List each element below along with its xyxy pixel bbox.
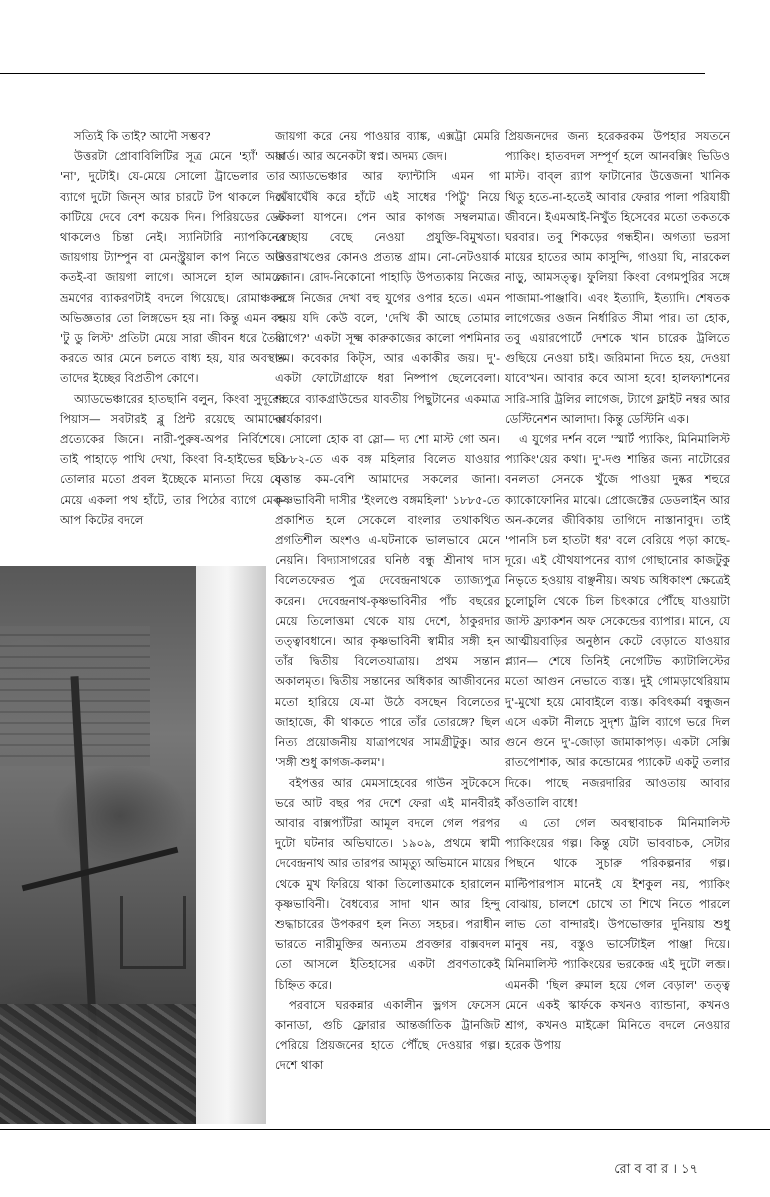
photo-debris [0, 1004, 196, 1124]
paragraph: বইপত্তর আর মেমসাহেবের গাউন সুটকেসে ভরে আট বছর পর দেশে ফেরা এই মানবীরই আবার বাক্সপ্যাঁটরা আমূল বদলে গেল পরপর দুটো ঘটনার অভিঘাতে। ১৯০৯, প্রথমে স্বামী দেবেন্দ্রনাথ আর তারপর আমৃত্যু অভিমানে মায়ের থেকে মুখ ফিরিয়ে থাকা তিলোত্তমাকে হারালেন কৃষ্ণভাবিনী। বৈধব্যের সাদা থান আর হিন্দু শুদ্ধাচারের উপকরণ হল নিত্য সহচর। পরাধীন ভারতে নারীমুক্তির অন্যতম প্রবক্তার বাক্সবদল তো আসলে ইতিহাসের একটা প্রবণতাকেই চিহ্নিত করে। [275, 775, 500, 992]
paragraph: সোলো হোক বা স্লো— দ্য শো মাস্ট গো অন। ১৮৮২-তে এক বঙ্গ মহিলার বিলেত যাওয়ার বৃত্তান্ত কম-বেশি আমাদের সকলের জানা। কৃষ্ণভাবিনী দাসীর 'ইংলণ্ডে বঙ্গমহিলা' ১৮৮৫-তে প্রকাশিত হলে সেকেলে বাংলার তথাকথিত প্রগতিশীল অংশও এ-ঘটনাকে ভালভাবে মেনে নেয়নি। বিদ্যাসাগরের ঘনিষ্ঠ বন্ধু শ্রীনাথ দাস বিলেতফেরত পুত্র দেবেন্দ্রনাথকে ত্যাজ্যপুত্র করেন। দেবেন্দ্রনাথ-কৃষ্ণভাবিনীর পাঁচ বছরের মেয়ে তিলোত্তমা থেকে যায় দেশে, ঠাকুরদার তত্ত্বাবধানে। আর কৃষ্ণভাবিনী স্বামীর সঙ্গী হন তাঁর দ্বিতীয় বিলেতযাত্রায়। প্রথম সন্তান অকালমৃত। দ্বিতীয় সন্তানের অধিকার আজীবনের মতো হারিয়ে যে-মা উঠে বসছেন বিলেতের জাহাজে, কী থাকতে পারে তাঁর তোরঙ্গে? ছিল নিত্য প্রয়োজনীয় যাত্রাপথের সামগ্রীটুকু। আর 'সঙ্গী শুধু কাগজ-কলম'। [275, 432, 500, 770]
paragraph: উত্তরটা প্রোবাবিলিটির সূত্র মেনে 'হ্যাঁ' আর 'না', দুটোই। যে-মেয়ে সোলো ট্রাভেলার তার ব্যাগে দুটো জিন্‌স আর চারটে টপ থাকলে দিব্য কাটিয়ে দেবে বেশ কয়েক দিন। পিরিয়ডের ডেট থাকলেও চিন্তা নেই। স্যানিটারি ন্যাপকিনের জায়গায় ট্যাম্পুন বা মেনস্ট্রুয়াল কাপ নিতে আর কতই-বা জায়গা লাগে। আসলে হাল আমলে ভ্রমণের ব্যাকরণটাই বদলে গিয়েছে। রোমাঞ্চকর অভিজ্ঞতার তো লিঙ্গভেদ হয় না। কিন্তু এমন বহু 'টু ডু লিস্ট' প্রতিটা মেয়ে সারা জীবন ধরে তৈরি করতে আর মেনে চলতে বাধ্য হয়, যার অবস্থান তাদের ইচ্ছের বিপ্রতীপ কোণে। [60, 149, 285, 386]
photo-beam [22, 847, 179, 892]
paragraph: পরবাসে ঘরকন্নার একালীন ভ্লগস ফেসেস কানাডা, গুচি ফ্লোরার আন্তর্জাতিক ট্রানজিট পেরিয়ে প্রিয়জনের হাতে পৌঁছে দেওয়ার গল্প। দেশে থাকা [275, 997, 500, 1073]
paragraph: সত্যিই কি তাই? আদৌ সম্ভব? [74, 129, 211, 143]
paragraph: এ তো গেল অবস্থাবাচক মিনিমালিস্ট প্যাকিংয়ের গল্প। কিন্তু যেটা ভাববাচক, সেটার পিছনে থাকে সুচারু পরিকল্পনার গল্প। মাল্টিপারপাস মানেই যে ইশকুল নয়, প্যাকিং বোঝায়, চালশে চোখে তা শিখে নিতে পারলে লাভ তো বান্দারই। উপভোক্তার দুনিয়ায় শুধু মানুষ নয়, বস্তুও ভার্সেটাইল পাঞ্জা দিয়ে। মিনিমালিস্ট প্যাকিংয়ের ভরকেন্দ্র এই দুটো লব্জ। এমনকী 'ছিল রুমাল হয়ে গেল বেড়াল' তত্ত্ব মেনে একই স্কার্ফকে কখনও ব্যান্ডানা, কখনও শ্রাগ, কখনও মাইক্রো মিনিতে বদলে নেওয়ার হরেক উপায় [505, 815, 730, 1053]
article-photo [0, 566, 266, 1124]
paragraph: জায়গা করে নেয় পাওয়ার ব্যাঙ্ক, এক্সট্রা মেমরি কার্ড। আর অনেকটা স্বপ্ন। অদম্য জেদ। [275, 129, 500, 164]
paragraph: অ্যাডভেঞ্চার আর ফ্যান্টাসি এমন গা ঘেঁষাঘেঁষি করে হাঁটে এই সাধের 'পিট্টু' নিয়ে একলা যাপনে। পেন আর কাগজ সম্বলমাত্র। স্বেচ্ছায় বেছে নেওয়া প্রযুক্তি-বিমুখতা। উত্তরাখণ্ডের কোনও প্রত্যন্ত গ্রাম। নো-নেটওয়ার্ক জোন। রোদ-নিকোনো পাহাড়ি উপত্যকায় নিজের সঙ্গে নিজের দেখা বহু যুগের ওপার হতে। এমন সময় যদি কেউ বলে, 'দেখি কী আছে তোমার ব্যাগে?' একটা সূক্ষ্ম কারুকাজের কালো পশমিনার ওম। কবেকার কিট্‌স, আর একাকীর জয়। দু'-একটা ফোটোগ্রাফে ধরা নিষ্পাপ ছেলেবেলা। শহুরে ব্যাকগ্রাউন্ডের যাবতীয় পিছুটানের একমাত্র কার্যকারণ। [275, 169, 500, 426]
top-rule [0, 73, 705, 74]
article-column-3 [505, 126, 730, 1126]
paragraph: প্রিয়জনদের জন্য হরেকরকম উপহার সযতনে প্যাকিং। হাতবদল সম্পূর্ণ হলে আনবক্সিং ভিডিও মাস্ট। বাব্‌ল র‍্যাপ ফাটানোর উত্তেজনা খানিক থিতু হতে-না-হতেই আবার ফেরার পালা পরিযায়ী জীবনে। ইএমআই-নিখুঁত হিসেবের মতো তকতকে ঘরবার। তবু শিকড়ের গন্ধহীন। অগত্যা ভরসা মায়ের হাতের আম কাসুন্দি, গাওয়া ঘি, নারকেল নাড়ু, আমসত্ত্ব। ফুলিয়া কিংবা বেগমপুরির সঙ্গে পাজামা-পাঞ্জাবি। এবং ইত্যাদি, ইত্যাদি। শেষতক লাগেজের ওজন নির্ধারিত সীমা পার। তা হোক, তবু এয়ারপোর্টে দেশকে খান চারেক ট্রলিতে গুছিয়ে নেওয়া চাই। জরিমানা দিতে হয়, দেওয়া যাবে'খন। আবার কবে আসা হবে! হালফ্যাশনের সারি-সারি ট্রলির লাগেজ, ট্যাগে ফ্লাইট নম্বর আর ডেস্টিনেশন আলাদা। কিন্তু ডেস্টিনি এক। [505, 129, 730, 426]
photo-white-wall [196, 566, 266, 1124]
article-column-2 [275, 126, 500, 1126]
photo-chair [120, 896, 186, 969]
page-folio: রো ব বা র । ১৭ [614, 1162, 698, 1177]
article-column-1 [60, 126, 285, 566]
paragraph: অ্যাডভেঞ্চারের হাতছানি বলুন, কিংবা সুদূরের পিয়াস— সবটারই ব্লু প্রিন্ট রয়েছে আমাদের প্রত্যেকের জিনে। নারী-পুরুষ-অপর নির্বিশেষে। তাই পাহাড়ে পাখি দেখা, কিংবা বি-হাইভের ছবি তোলার মতো প্রবল ইচ্ছেকে মান্যতা দিয়ে যে-মেয়ে একলা পথ হাঁটে, তার পিঠের ব্যাগে মেক-আপ কিটের বদলে [60, 391, 285, 527]
bottom-rule [0, 1129, 770, 1130]
paragraph: এ যুগের দর্শন বলে 'স্মার্ট প্যাকিং, মিনিমালিস্ট প্যাকিং'য়ের কথা। দু'-দণ্ড শান্তির জন্য নাটোরের বনলতা সেনকে খুঁজে পাওয়া দুষ্কর শহুরে ক্যাকোফোনির মাঝে। প্রোজেক্টের ডেডলাইন আর অন-কলের জীবিকায় তাগিদে নাস্তানাবুদ। তাই 'পানসি চল হাতটা ধর' বলে বেরিয়ে পড়া কাছে-দূরে। এই যৌথযাপনের ব্যাগ গোছানোর কাজটুকু নিভৃতে হওয়ায় বাঞ্ছনীয়। অথচ অধিকাংশ ক্ষেত্রেই চুলোচুলি থেকে চিল চিৎকারে পৌঁছে যাওয়াটা জাস্ট ফ্র্যাকশন অফ সেকেন্ডের ব্যাপার। মানে, যে আত্মীয়বাড়ির অনুষ্ঠান কেটে বেড়াতে যাওয়ার প্ল্যান— শেষে তিনিই নেগেটিভ ক্যাটালিস্টের মতো আগুন নেভাতে ব্যস্ত। দুই গোমড়াথেরিয়াম দু'-মুখো হয়ে মোবাইলে ব্যস্ত। কবিৎকর্মা বন্ধুজন এসে একটা নীলচে সুদৃশ্য ট্রলি ব্যাগে ভরে দিল গুনে গুনে দু'-জোড়া জামাকাপড়। একটা সেক্সি রাতপোশাক, আর কন্ডোমের প্যাকেট একটু তলার দিকে। পাছে নজরদারির আওতায় আবার কাঁওতালি বাধে! [505, 432, 730, 810]
